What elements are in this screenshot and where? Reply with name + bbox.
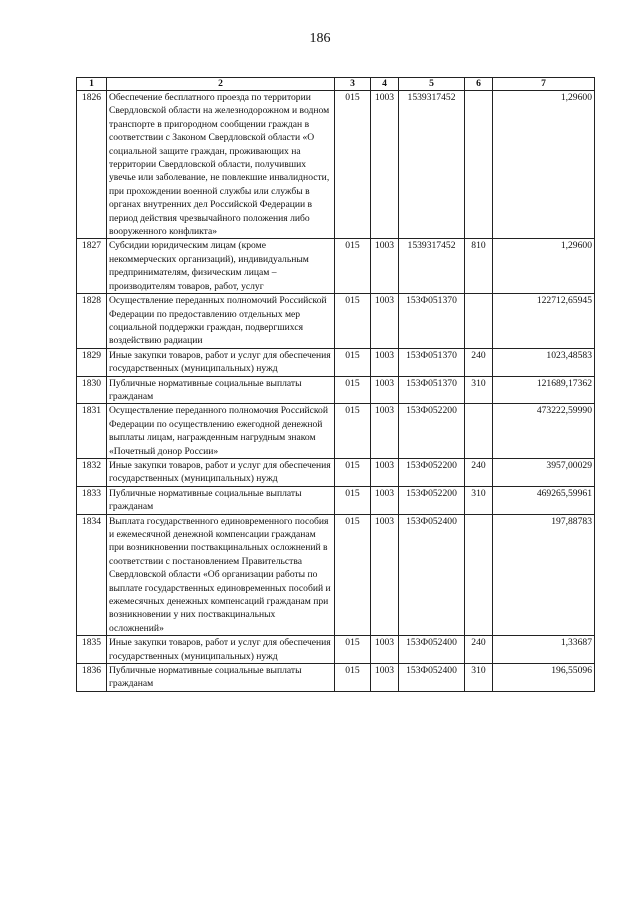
- row-code4-cell: 1003: [371, 664, 399, 692]
- table-row: [77, 486, 595, 514]
- row-name-cell: Выплата государственного единовременного пособия и ежемесячной денежной компенсации гражданам при возникновении поствакцинальных осложнений в соответствии с постановлением Правительства Свердловской области «Об организации работы по выплате государственных единовременных пособий и ежемесячных денежных компенсаций гражданам при возникновении у них поствакцинальных осложнений»: [107, 514, 335, 636]
- row-code4-cell: 1003: [371, 404, 399, 459]
- row-amount-cell: 1,29600: [493, 91, 595, 239]
- row-name-cell: Осуществление переданных полномочий Российской Федерации по предоставлению отдельных мер социальной поддержки граждан, подвергшихся воздействию радиации: [107, 294, 335, 349]
- row-number-cell: 1832: [77, 458, 107, 486]
- row-number-cell: 1833: [77, 486, 107, 514]
- row-number-cell: 1834: [77, 514, 107, 636]
- table-row: [77, 458, 595, 486]
- row-code4-cell: 1003: [371, 514, 399, 636]
- row-code5-cell: 153Ф052200: [399, 486, 465, 514]
- row-amount-cell: 1023,48583: [493, 348, 595, 376]
- row-number-cell: 1828: [77, 294, 107, 349]
- row-amount-cell: 197,88783: [493, 514, 595, 636]
- row-code5-cell: 153Ф051370: [399, 294, 465, 349]
- row-code6-cell: [465, 294, 493, 349]
- column-header: 7: [493, 78, 595, 91]
- row-code3-cell: 015: [335, 404, 371, 459]
- row-code6-cell: 310: [465, 486, 493, 514]
- row-code4-cell: 1003: [371, 376, 399, 404]
- table-row: [77, 294, 595, 349]
- row-number-cell: 1829: [77, 348, 107, 376]
- row-name-cell: Обеспечение бесплатного проезда по территории Свердловской области на железнодорожном и водном транспорте в пригородном сообщении граждан в соответствии с Законом Свердловской области «О социальной защите граждан, проживающих на территории Свердловской области, получивших увечье или заболевание, не повлекшие инвалидности, при прохождении военной службы или службы в органах внутренних дел Российской Федерации в период действия чрезвычайного положения либо вооруженного конфликта»: [107, 91, 335, 239]
- row-amount-cell: 122712,65945: [493, 294, 595, 349]
- table-row: [77, 376, 595, 404]
- row-code4-cell: 1003: [371, 239, 399, 294]
- row-amount-cell: 121689,17362: [493, 376, 595, 404]
- row-code3-cell: 015: [335, 91, 371, 239]
- row-name-cell: Публичные нормативные социальные выплаты гражданам: [107, 664, 335, 692]
- row-code5-cell: 153Ф052200: [399, 404, 465, 459]
- column-header: 5: [399, 78, 465, 91]
- header-row: [77, 78, 595, 91]
- row-code5-cell: 1539317452: [399, 91, 465, 239]
- row-name-cell: Субсидии юридическим лицам (кроме некоммерческих организаций), индивидуальным предпринимателям, физическим лицам – производителям товаров, работ, услуг: [107, 239, 335, 294]
- row-amount-cell: 473222,59990: [493, 404, 595, 459]
- row-code5-cell: 153Ф052400: [399, 636, 465, 664]
- row-code6-cell: [465, 91, 493, 239]
- table-row: [77, 91, 595, 239]
- column-header: 1: [77, 78, 107, 91]
- table-row: [77, 404, 595, 459]
- row-code4-cell: 1003: [371, 636, 399, 664]
- row-amount-cell: 196,55096: [493, 664, 595, 692]
- column-header: 3: [335, 78, 371, 91]
- budget-table: [76, 77, 595, 692]
- row-code6-cell: 810: [465, 239, 493, 294]
- row-name-cell: Иные закупки товаров, работ и услуг для обеспечения государственных (муниципальных) нужд: [107, 458, 335, 486]
- row-name-cell: Публичные нормативные социальные выплаты гражданам: [107, 486, 335, 514]
- row-number-cell: 1827: [77, 239, 107, 294]
- row-code5-cell: 1539317452: [399, 239, 465, 294]
- row-name-cell: Иные закупки товаров, работ и услуг для обеспечения государственных (муниципальных) нужд: [107, 636, 335, 664]
- row-code3-cell: 015: [335, 239, 371, 294]
- row-number-cell: 1831: [77, 404, 107, 459]
- row-code6-cell: [465, 404, 493, 459]
- table-row: [77, 664, 595, 692]
- row-code6-cell: 310: [465, 376, 493, 404]
- row-code3-cell: 015: [335, 376, 371, 404]
- table-row: [77, 348, 595, 376]
- column-header: 4: [371, 78, 399, 91]
- row-number-cell: 1826: [77, 91, 107, 239]
- row-code6-cell: 240: [465, 348, 493, 376]
- row-code4-cell: 1003: [371, 348, 399, 376]
- row-code6-cell: 240: [465, 636, 493, 664]
- row-code3-cell: 015: [335, 486, 371, 514]
- row-amount-cell: 3957,00029: [493, 458, 595, 486]
- table-row: [77, 514, 595, 636]
- row-code4-cell: 1003: [371, 294, 399, 349]
- column-header: 2: [107, 78, 335, 91]
- page-number: 186: [309, 31, 331, 46]
- row-code3-cell: 015: [335, 348, 371, 376]
- row-code6-cell: 310: [465, 664, 493, 692]
- row-number-cell: 1836: [77, 664, 107, 692]
- row-code5-cell: 153Ф052200: [399, 458, 465, 486]
- row-number-cell: 1835: [77, 636, 107, 664]
- row-code6-cell: 240: [465, 458, 493, 486]
- row-code4-cell: 1003: [371, 458, 399, 486]
- row-code5-cell: 153Ф052400: [399, 664, 465, 692]
- row-number-cell: 1830: [77, 376, 107, 404]
- row-amount-cell: 469265,59961: [493, 486, 595, 514]
- row-code3-cell: 015: [335, 636, 371, 664]
- row-code3-cell: 015: [335, 514, 371, 636]
- row-code5-cell: 153Ф051370: [399, 348, 465, 376]
- table-row: [77, 239, 595, 294]
- row-code6-cell: [465, 514, 493, 636]
- row-name-cell: Осуществление переданного полномочия Российской Федерации по осуществлению ежегодной денежной выплаты лицам, награжденным нагрудным знаком «Почетный донор России»: [107, 404, 335, 459]
- row-code5-cell: 153Ф051370: [399, 376, 465, 404]
- row-code3-cell: 015: [335, 294, 371, 349]
- column-header: 6: [465, 78, 493, 91]
- row-code4-cell: 1003: [371, 91, 399, 239]
- row-name-cell: Иные закупки товаров, работ и услуг для обеспечения государственных (муниципальных) нужд: [107, 348, 335, 376]
- row-amount-cell: 1,29600: [493, 239, 595, 294]
- row-amount-cell: 1,33687: [493, 636, 595, 664]
- table-row: [77, 636, 595, 664]
- row-name-cell: Публичные нормативные социальные выплаты гражданам: [107, 376, 335, 404]
- row-code3-cell: 015: [335, 664, 371, 692]
- row-code4-cell: 1003: [371, 486, 399, 514]
- row-code5-cell: 153Ф052400: [399, 514, 465, 636]
- row-code3-cell: 015: [335, 458, 371, 486]
